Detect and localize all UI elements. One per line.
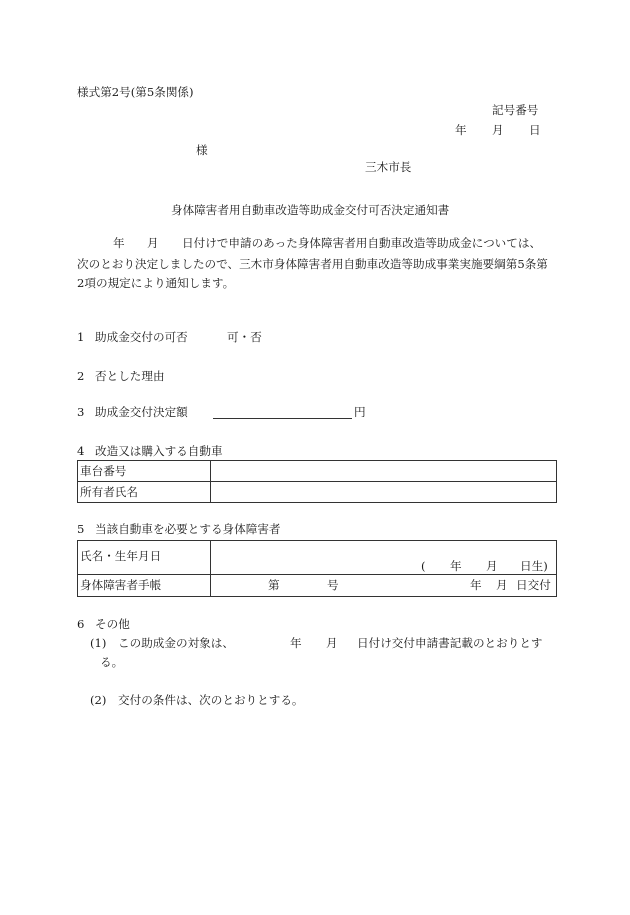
vehicle-table-label-owner: 所有者氏名 xyxy=(80,485,138,499)
handbook-number-suffix: 号 xyxy=(327,578,339,592)
date-day: 日 xyxy=(529,123,541,137)
body-line3-text: 2項の規定により通知します。 xyxy=(77,276,235,290)
body-line1-year: 年 xyxy=(113,236,125,250)
section6-item2-marker: (2) xyxy=(90,693,107,707)
section6-label: その他 xyxy=(95,617,130,631)
section6-item2-text: 交付の条件は、次のとおりとする。 xyxy=(118,693,304,707)
addressee-suffix: 様 xyxy=(196,143,208,157)
section3-number: 3 xyxy=(77,405,85,419)
section1-number: 1 xyxy=(77,330,85,344)
section6-item1-marker: (1) xyxy=(90,636,107,650)
form-label: 様式第2号(第5条関係) xyxy=(77,85,194,99)
body-line1-month: 月 xyxy=(147,236,159,250)
handbook-issued-month: 月 xyxy=(496,578,508,592)
section2-number: 2 xyxy=(77,369,85,383)
reference-number-label: 記号番号 xyxy=(492,103,539,117)
vehicle-table-col-divider xyxy=(210,460,211,503)
person-table-row-divider xyxy=(77,574,557,575)
section6-number: 6 xyxy=(77,617,85,631)
handbook-issued-day: 日交付 xyxy=(516,578,551,592)
birth-year: 年 xyxy=(450,559,462,573)
issuer: 三木市長 xyxy=(365,160,412,174)
vehicle-table-row-divider xyxy=(77,481,557,482)
section6-item1-text: この助成金の対象は、 xyxy=(118,636,234,650)
vehicle-table-label-chassis: 車台番号 xyxy=(80,464,127,478)
section5-label: 当該自動車を必要とする身体障害者 xyxy=(95,522,281,536)
birth-open-paren: ( xyxy=(421,559,426,573)
section1-label: 助成金交付の可否 xyxy=(95,330,188,344)
birth-month: 月 xyxy=(486,559,498,573)
handbook-issued-year: 年 xyxy=(470,578,482,592)
section6-item1-month: 月 xyxy=(326,636,338,650)
section6-item1-year: 年 xyxy=(290,636,302,650)
body-line2-text: 次のとおり決定しましたので、三木市身体障害者用自動車改造等助成事業実施要綱第5条第 xyxy=(77,257,548,271)
document-title: 身体障害者用自動車改造等助成金交付可否決定通知書 xyxy=(171,203,450,217)
amount-underline xyxy=(213,418,352,419)
section5-number: 5 xyxy=(77,522,85,536)
birth-day: 日生) xyxy=(520,559,548,573)
person-table-label-name: 氏名・生年月日 xyxy=(80,549,162,563)
section6-item1-wrap: る。 xyxy=(100,655,124,669)
person-table-label-handbook: 身体障害者手帳 xyxy=(80,578,162,592)
date-year: 年 xyxy=(455,123,467,137)
date-month: 月 xyxy=(492,123,504,137)
body-line1-text: 日付けで申請のあった身体障害者用自動車改造等助成金については、 xyxy=(182,236,542,250)
section3-label: 助成金交付決定額 xyxy=(95,405,188,419)
handbook-number-prefix: 第 xyxy=(268,578,280,592)
section4-label: 改造又は購入する自動車 xyxy=(95,444,223,458)
section4-number: 4 xyxy=(77,444,85,458)
section1-choice: 可・否 xyxy=(227,330,262,344)
section6-item1-rest: 日付け交付申請書記載のとおりとす xyxy=(357,636,543,650)
person-table-col-divider xyxy=(210,540,211,597)
section3-unit: 円 xyxy=(354,405,366,419)
section2-label: 否とした理由 xyxy=(95,369,165,383)
